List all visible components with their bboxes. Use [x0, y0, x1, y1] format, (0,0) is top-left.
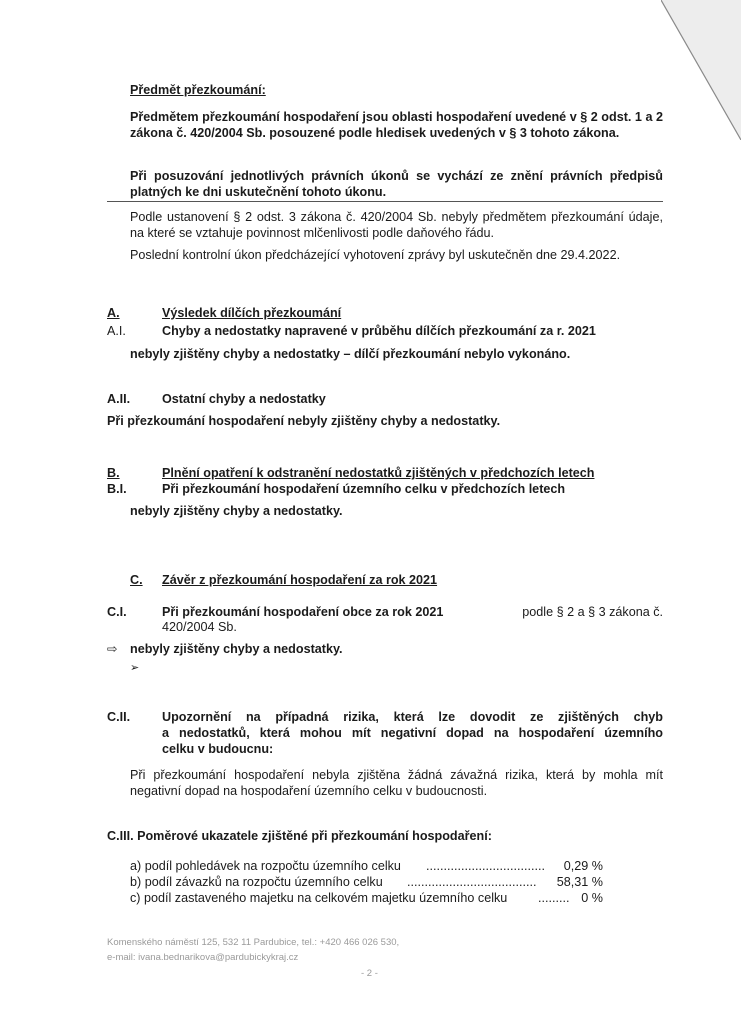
arrow-bullet-icon: ⇨	[107, 642, 118, 656]
section-b1-result: nebyly zjištěny chyby a nedostatky.	[130, 504, 343, 518]
section-b1-number: B.I.	[107, 482, 127, 496]
section-c1-result: nebyly zjištěny chyby a nedostatky.	[130, 642, 343, 656]
section-b-letter: B.	[107, 466, 120, 480]
section-a2-result: Při přezkoumání hospodaření nebyly zjištěny chyby a nedostatky.	[107, 414, 501, 428]
legal-acts-paragraph: Při posuzování jednotlivých právních úkonů se vychází ze znění právních předpisů platných ke dni uskutečnění tohoto úkonu.	[130, 169, 663, 199]
horizontal-rule	[107, 201, 663, 202]
indicator-a-value: 0,29 %	[563, 859, 603, 873]
indicator-b-leader: .....................................	[407, 875, 537, 889]
indicator-b-label: b) podíl závazků na rozpočtu územního celku	[130, 875, 383, 889]
section-c2-text: Při přezkoumání hospodaření nebyla zjištěna žádná závažná rizika, která by mohla mít negativní dopad na hospodaření územního celku v budoucnosti.	[130, 768, 663, 798]
confidentiality-paragraph: Podle ustanovení § 2 odst. 3 zákona č. 420/2004 Sb. nebyly předmětem přezkoumání údaje, na které se vztahuje povinnost mlčenlivosti podle daňového řádu.	[130, 210, 663, 240]
section-a2-title: Ostatní chyby a nedostatky	[162, 392, 326, 406]
section-c1-title-line2: 420/2004 Sb.	[162, 620, 237, 634]
section-a1-number: A.I.	[107, 324, 126, 338]
section-b1-title: Při přezkoumání hospodaření územního celku v předchozích letech	[162, 482, 566, 496]
section-c3-title: C.III. Poměrové ukazatele zjištěné při přezkoumání hospodaření:	[107, 829, 492, 843]
section-a2-number: A.II.	[107, 392, 131, 406]
section-b-title: Plnění opatření k odstranění nedostatků zjištěných v předchozích letech	[162, 466, 595, 480]
subject-paragraph: Předmětem přezkoumání hospodaření jsou oblasti hospodaření uvedené v § 2 odst. 1 a 2 zákona č. 420/2004 Sb. posouzené podle hledisek uvedených v § 3 tohoto zákona.	[130, 110, 663, 140]
footer-email: e-mail: ivana.bednarikova@pardubickykraj.cz	[107, 952, 299, 963]
section-c-letter: C.	[130, 573, 143, 587]
subject-heading: Předmět přezkoumání:	[130, 83, 266, 97]
section-c2-line2: a nedostatků, která mohou mít negativní dopad na hospodaření územního	[162, 726, 663, 740]
section-c-title: Závěr z přezkoumání hospodaření za rok 2021	[162, 573, 438, 587]
section-a1-title: Chyby a nedostatky napravené v průběhu dílčích přezkoumání za r. 2021	[162, 324, 596, 338]
indicator-a-label: a) podíl pohledávek na rozpočtu územního celku	[130, 859, 401, 873]
triangle-bullet-icon: ➢	[130, 662, 140, 674]
indicator-a-leader: ..................................	[426, 859, 545, 873]
section-c2-line1: Upozornění na případná rizika, která lze dovodit ze zjištěných chyb	[162, 710, 663, 724]
page-fold-corner	[661, 0, 741, 140]
section-c2-line3: celku v budoucnu:	[162, 742, 274, 756]
section-a1-result: nebyly zjištěny chyby a nedostatky – dílčí přezkoumání nebylo vykonáno.	[130, 347, 571, 361]
footer-address: Komenského náměstí 125, 532 11 Pardubice, tel.: +420 466 026 530,	[107, 937, 400, 948]
section-c1-title-normal: podle § 2 a § 3 zákona č.	[522, 605, 663, 619]
indicator-c-label: c) podíl zastaveného majetku na celkovém majetku územního celku	[130, 891, 508, 905]
section-c1-title	[162, 604, 663, 620]
section-a-title: Výsledek dílčích přezkoumání	[162, 306, 342, 320]
section-c1-title-bold: Při přezkoumání hospodaření obce za rok 2021	[162, 605, 444, 619]
last-inspection-paragraph: Poslední kontrolní úkon předcházející vyhotovení zprávy byl uskutečněn dne 29.4.2022.	[130, 248, 621, 262]
indicator-c-value: 0 %	[581, 891, 603, 905]
indicator-b-value: 58,31 %	[556, 875, 603, 889]
section-c2-number: C.II.	[107, 710, 131, 724]
page-number: - 2 -	[361, 968, 378, 979]
section-a-letter: A.	[107, 306, 120, 320]
indicator-c-leader: .........	[538, 891, 570, 905]
section-c1-number: C.I.	[107, 605, 127, 619]
